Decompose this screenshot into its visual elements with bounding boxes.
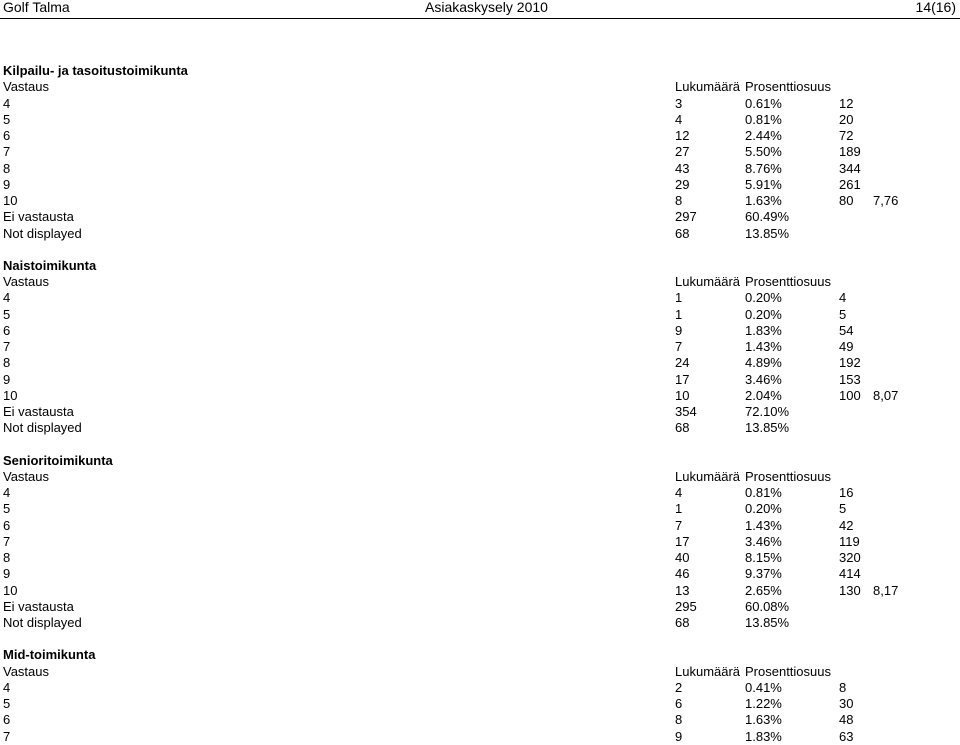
percent-cell: 0.20% xyxy=(745,501,782,517)
answer-cell: Ei vastausta xyxy=(3,404,74,419)
survey-section xyxy=(0,63,960,242)
table-header-row xyxy=(0,79,960,95)
column-header-percent: Prosenttiosuus xyxy=(745,663,831,679)
percent-cell: 13.85% xyxy=(745,615,790,630)
answer-cell: 6 xyxy=(3,322,11,338)
answer-cell: 5 xyxy=(3,696,11,711)
table-row xyxy=(0,388,960,404)
column-header-count: Lukumäärä xyxy=(675,468,741,484)
count-cell: 4 xyxy=(675,111,683,127)
percent-cell: 0.81% xyxy=(745,485,782,500)
table-row xyxy=(0,680,960,696)
table-row xyxy=(0,372,960,388)
count-cell: 29 xyxy=(675,176,690,192)
table-header-row xyxy=(0,664,960,680)
count-cell: 6 xyxy=(675,696,683,711)
header-document-title: Asiakaskysely 2010 xyxy=(425,0,548,15)
count-cell: 68 xyxy=(675,225,690,241)
score-cell: 48 xyxy=(839,712,854,728)
percent-cell: 60.49% xyxy=(745,209,790,225)
count-cell: 9 xyxy=(675,322,683,338)
count-cell: 43 xyxy=(675,160,690,176)
answer-cell: 5 xyxy=(3,306,11,322)
percent-cell: 3.46% xyxy=(745,371,782,387)
table-row xyxy=(0,209,960,225)
answer-cell: 4 xyxy=(3,485,11,500)
table-row xyxy=(0,534,960,550)
percent-cell: 13.85% xyxy=(745,225,790,241)
table-row xyxy=(0,177,960,193)
table-row xyxy=(0,323,960,339)
count-cell: 10 xyxy=(675,387,690,403)
survey-section xyxy=(0,258,960,437)
count-cell: 9 xyxy=(675,728,683,744)
answer-cell: 8 xyxy=(3,550,11,565)
answer-cell: 9 xyxy=(3,176,11,192)
section-title-text: Senioritoimikunta xyxy=(3,452,113,468)
count-cell: 2 xyxy=(675,679,683,695)
answer-cell: 7 xyxy=(3,533,11,549)
count-cell: 8 xyxy=(675,712,683,728)
count-cell: 46 xyxy=(675,566,690,582)
table-row xyxy=(0,144,960,160)
average-cell: 7,76 xyxy=(873,193,899,208)
section-title xyxy=(0,647,960,663)
count-cell: 1 xyxy=(675,290,683,306)
score-cell: 30 xyxy=(839,696,854,711)
answer-cell: Not displayed xyxy=(3,420,82,436)
table-row xyxy=(0,712,960,728)
percent-cell: 8.76% xyxy=(745,160,782,176)
percent-cell: 1.83% xyxy=(745,728,782,744)
score-cell: 320 xyxy=(839,550,861,565)
section-title-text: Mid-toimikunta xyxy=(3,647,96,663)
score-cell: 261 xyxy=(839,176,861,192)
average-cell: 8,07 xyxy=(873,387,899,403)
table-row xyxy=(0,501,960,517)
count-cell: 1 xyxy=(675,306,683,322)
score-cell: 5 xyxy=(839,501,847,517)
section-title xyxy=(0,258,960,274)
count-cell: 297 xyxy=(675,209,697,225)
count-cell: 68 xyxy=(675,420,690,436)
percent-cell: 1.63% xyxy=(745,193,782,208)
table-row xyxy=(0,518,960,534)
column-header-answer: Vastaus xyxy=(3,663,50,679)
table-row xyxy=(0,355,960,371)
column-header-count: Lukumäärä xyxy=(675,274,741,289)
score-cell: 5 xyxy=(839,306,847,322)
score-cell: 153 xyxy=(839,371,861,387)
table-row xyxy=(0,128,960,144)
column-header-answer: Vastaus xyxy=(3,468,50,484)
percent-cell: 3.46% xyxy=(745,533,782,549)
answer-cell: 10 xyxy=(3,582,18,598)
percent-cell: 0.41% xyxy=(745,679,782,695)
count-cell: 8 xyxy=(675,193,683,208)
section-title xyxy=(0,63,960,79)
answer-cell: Not displayed xyxy=(3,225,82,241)
answer-cell: Ei vastausta xyxy=(3,598,74,614)
count-cell: 12 xyxy=(675,128,690,143)
score-cell: 42 xyxy=(839,517,854,533)
score-cell: 63 xyxy=(839,728,854,744)
count-cell: 1 xyxy=(675,501,683,517)
percent-cell: 0.81% xyxy=(745,111,782,127)
answer-cell: 6 xyxy=(3,128,11,143)
answer-cell: 4 xyxy=(3,290,11,306)
answer-cell: 10 xyxy=(3,387,18,403)
percent-cell: 60.08% xyxy=(745,598,790,614)
table-row xyxy=(0,226,960,242)
score-cell: 100 xyxy=(839,387,861,403)
score-cell: 192 xyxy=(839,355,861,371)
answer-cell: 7 xyxy=(3,728,11,744)
count-cell: 354 xyxy=(675,404,697,419)
score-cell: 414 xyxy=(839,566,861,582)
count-cell: 40 xyxy=(675,550,690,565)
survey-section xyxy=(0,647,960,745)
table-row xyxy=(0,193,960,209)
table-row xyxy=(0,339,960,355)
percent-cell: 2.44% xyxy=(745,128,782,143)
column-header-percent: Prosenttiosuus xyxy=(745,274,831,289)
answer-cell: 7 xyxy=(3,339,11,354)
percent-cell: 0.61% xyxy=(745,95,782,111)
score-cell: 20 xyxy=(839,111,854,127)
count-cell: 24 xyxy=(675,355,690,371)
answer-cell: 4 xyxy=(3,95,11,111)
answer-cell: 5 xyxy=(3,111,11,127)
percent-cell: 1.43% xyxy=(745,339,782,354)
percent-cell: 2.65% xyxy=(745,582,782,598)
score-cell: 8 xyxy=(839,679,847,695)
answer-cell: 5 xyxy=(3,501,11,517)
score-cell: 189 xyxy=(839,144,861,160)
count-cell: 3 xyxy=(675,95,683,111)
table-row xyxy=(0,615,960,631)
score-cell: 130 xyxy=(839,582,861,598)
score-cell: 72 xyxy=(839,128,854,143)
percent-cell: 1.63% xyxy=(745,712,782,728)
answer-cell: 9 xyxy=(3,566,11,582)
score-cell: 80 xyxy=(839,193,854,208)
percent-cell: 1.22% xyxy=(745,696,782,711)
score-cell: 54 xyxy=(839,322,854,338)
section-title xyxy=(0,453,960,469)
header-company: Golf Talma xyxy=(3,0,70,15)
answer-cell: 7 xyxy=(3,144,11,160)
answer-cell: Not displayed xyxy=(3,615,82,630)
table-header-row xyxy=(0,274,960,290)
percent-cell: 5.91% xyxy=(745,176,782,192)
percent-cell: 1.83% xyxy=(745,322,782,338)
table-row xyxy=(0,404,960,420)
percent-cell: 13.85% xyxy=(745,420,790,436)
count-cell: 7 xyxy=(675,339,683,354)
table-row xyxy=(0,112,960,128)
answer-cell: 8 xyxy=(3,160,11,176)
table-header-row xyxy=(0,469,960,485)
answer-cell: 6 xyxy=(3,712,11,728)
answer-cell: 10 xyxy=(3,193,18,208)
column-header-percent: Prosenttiosuus xyxy=(745,468,831,484)
section-title-text: Naistoimikunta xyxy=(3,257,97,273)
score-cell: 4 xyxy=(839,290,847,306)
percent-cell: 2.04% xyxy=(745,387,782,403)
count-cell: 17 xyxy=(675,371,690,387)
percent-cell: 72.10% xyxy=(745,404,790,419)
answer-cell: 6 xyxy=(3,517,11,533)
score-cell: 119 xyxy=(839,533,860,549)
percent-cell: 0.20% xyxy=(745,306,782,322)
table-row xyxy=(0,420,960,436)
column-header-answer: Vastaus xyxy=(3,274,50,289)
score-cell: 49 xyxy=(839,339,854,354)
table-row xyxy=(0,566,960,582)
table-row xyxy=(0,161,960,177)
answer-cell: 9 xyxy=(3,371,11,387)
survey-content xyxy=(0,63,960,745)
percent-cell: 5.50% xyxy=(745,144,782,160)
table-row xyxy=(0,550,960,566)
table-row xyxy=(0,96,960,112)
column-header-count: Lukumäärä xyxy=(675,663,741,679)
answer-cell: 4 xyxy=(3,679,11,695)
table-row xyxy=(0,307,960,323)
page-header xyxy=(0,0,960,14)
answer-cell: 8 xyxy=(3,355,11,371)
table-row xyxy=(0,599,960,615)
average-cell: 8,17 xyxy=(873,582,899,598)
column-header-count: Lukumäärä xyxy=(675,79,741,95)
percent-cell: 1.43% xyxy=(745,517,782,533)
count-cell: 17 xyxy=(675,533,690,549)
header-page-number: 14(16) xyxy=(915,0,956,15)
table-row xyxy=(0,290,960,306)
table-row xyxy=(0,696,960,712)
count-cell: 7 xyxy=(675,517,683,533)
percent-cell: 0.20% xyxy=(745,290,782,306)
percent-cell: 4.89% xyxy=(745,355,782,371)
percent-cell: 9.37% xyxy=(745,566,782,582)
table-row xyxy=(0,485,960,501)
count-cell: 27 xyxy=(675,144,690,160)
count-cell: 13 xyxy=(675,582,690,598)
column-header-answer: Vastaus xyxy=(3,79,50,95)
count-cell: 295 xyxy=(675,598,697,614)
column-header-percent: Prosenttiosuus xyxy=(745,79,831,95)
score-cell: 16 xyxy=(839,485,854,500)
percent-cell: 8.15% xyxy=(745,550,782,565)
count-cell: 4 xyxy=(675,485,683,500)
section-title-text: Kilpailu- ja tasoitustoimikunta xyxy=(3,63,188,78)
count-cell: 68 xyxy=(675,615,690,630)
score-cell: 12 xyxy=(839,95,854,111)
table-row xyxy=(0,583,960,599)
answer-cell: Ei vastausta xyxy=(3,209,74,225)
header-divider xyxy=(0,18,960,19)
survey-section xyxy=(0,453,960,632)
score-cell: 344 xyxy=(839,160,861,176)
